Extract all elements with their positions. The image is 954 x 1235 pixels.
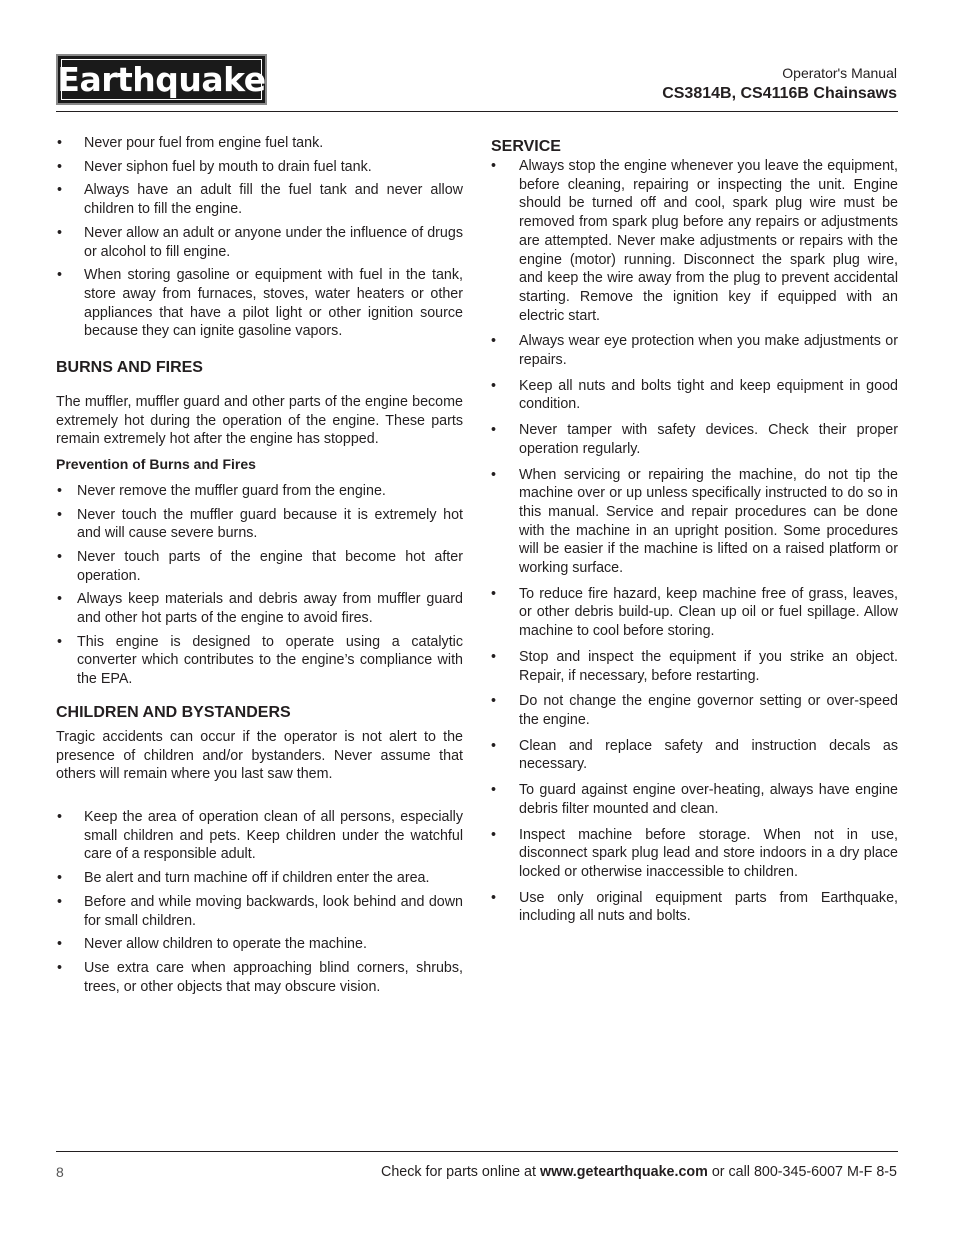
list-item-text: Use extra care when approaching blind corners, shrubs, trees, or other objects that may obscure vision. xyxy=(84,959,463,995)
footer-text-before: Check for parts online at xyxy=(381,1164,540,1180)
list-item xyxy=(56,959,463,996)
bullet: • xyxy=(491,333,497,350)
bullet: • xyxy=(57,959,63,976)
list-item xyxy=(56,590,463,627)
list-item-text: Before and while moving backwards, look behind and down for small children. xyxy=(84,893,463,929)
bullet: • xyxy=(57,506,63,523)
model-title: CS3814B, CS4116B Chainsaws xyxy=(662,85,897,102)
bullet: • xyxy=(57,182,63,199)
bullet: • xyxy=(57,633,63,650)
list-item-text: Never allow children to operate the machine. xyxy=(84,936,367,953)
list-item-text: To guard against engine over-heating, always have engine debris filter mounted and clean. xyxy=(519,782,898,817)
list-item-text: This engine is designed to operate using a catalytic converter which contributes to the engine’s compliance with the EPA. xyxy=(77,633,463,688)
list-item-text: Always stop the engine whenever you leave the equipment, before cleaning, repairing or inspecting the unit. Engine should be turned off and cool, spark plug wire must be removed from spark plug before any repairs or adjustments are attempted. Never make adjustments or repairs with the engine (motor) running. Disconnect the spark plug wire, and keep the wire away from the plug to prevent accidental starting. Remove the ignition key if equipped with an electric start. xyxy=(519,158,898,324)
list-item-text: Always keep materials and debris away from muffler guard and other hot parts of the engine to avoid fires. xyxy=(77,591,463,627)
bullet: • xyxy=(57,870,63,887)
footer-contact xyxy=(381,1164,897,1180)
children-list xyxy=(56,808,463,996)
bullet: • xyxy=(491,466,497,483)
list-item-text: Keep the area of operation clean of all persons, especially small children and pets. Keep children under the watchful care of a responsible adult. xyxy=(84,808,463,863)
burns-paragraph: The muffler, muffler guard and other parts of the engine become extremely hot during the operation of the engine. These parts remain extremely hot after the engine has stopped. xyxy=(56,394,463,448)
list-item xyxy=(491,421,898,458)
list-item-text: To reduce fire hazard, keep machine free of grass, leaves, or other debris build-up. Clean up oil or fuel spillage. Allow machine to cool before storing. xyxy=(519,585,898,640)
list-item xyxy=(56,181,463,218)
footer-text-after: or call 800-345-6007 M-F 8-5 xyxy=(707,1164,897,1180)
list-item-text: Inspect machine before storage. When not in use, disconnect spark plug lead and store indoors in a dry place locked or otherwise inaccessible to children. xyxy=(519,826,898,880)
bullet: • xyxy=(491,693,497,710)
footer-rule xyxy=(56,1151,898,1152)
header-rule xyxy=(56,111,898,112)
list-item xyxy=(491,781,898,818)
bullet: • xyxy=(491,826,497,843)
bullet: • xyxy=(57,893,63,910)
list-item xyxy=(491,377,898,414)
list-item-text: Never remove the muffler guard from the engine. xyxy=(77,482,386,499)
list-item-text: Stop and inspect the equipment if you strike an object. Repair, if necessary, before restarting. xyxy=(519,648,898,684)
list-item-text: Never allow an adult or anyone under the influence of drugs or alcohol to fill engine. xyxy=(84,224,463,260)
list-item xyxy=(56,633,463,689)
list-item-text: Never siphon fuel by mouth to drain fuel tank. xyxy=(84,158,372,175)
right-column xyxy=(491,134,898,933)
bullet: • xyxy=(491,158,497,174)
page-number: 8 xyxy=(56,1164,64,1180)
list-item-text: Always wear eye protection when you make adjustments or repairs. xyxy=(519,333,898,369)
list-item-text: Always have an adult fill the fuel tank and never allow children to fill the engine. xyxy=(84,182,463,218)
list-item-text: Clean and replace safety and instruction decals as necessary. xyxy=(519,737,898,773)
list-item-text: Do not change the engine governor setting or over-speed the engine. xyxy=(519,693,898,728)
list-item xyxy=(491,692,898,729)
list-item xyxy=(491,826,898,882)
prevention-heading: Prevention of Burns and Fires xyxy=(56,456,256,473)
list-item xyxy=(56,548,463,585)
list-item-text: Never touch the muffler guard because it is extremely hot and will cause severe burns. xyxy=(77,506,463,542)
list-item xyxy=(56,266,463,341)
bullet: • xyxy=(57,224,63,241)
list-item xyxy=(491,737,898,774)
bullet: • xyxy=(491,377,497,394)
list-item xyxy=(56,935,463,954)
list-item xyxy=(491,889,898,926)
bullet: • xyxy=(57,808,63,825)
header-info xyxy=(662,64,897,105)
service-list xyxy=(491,157,898,926)
list-item xyxy=(56,482,463,501)
bullet: • xyxy=(57,267,63,284)
list-item xyxy=(491,648,898,685)
bullet: • xyxy=(491,422,497,439)
list-item-text: Never touch parts of the engine that become hot after operation. xyxy=(77,548,463,584)
list-item xyxy=(56,808,463,864)
list-item-text: Never pour fuel from engine fuel tank. xyxy=(84,135,324,151)
bullet: • xyxy=(57,591,63,608)
bullet: • xyxy=(491,737,497,754)
list-item xyxy=(491,585,898,641)
list-item xyxy=(491,466,898,578)
list-item xyxy=(56,134,463,153)
list-item xyxy=(491,332,898,369)
list-item-text: Keep all nuts and bolts tight and keep equipment in good condition. xyxy=(519,377,898,413)
logo-text: Earthquake xyxy=(57,60,266,99)
children-paragraph: Tragic accidents can occur if the operator is not alert to the presence of children and/or bystanders. Never assume that others will remain where you last saw them. xyxy=(56,728,463,783)
bullet: • xyxy=(57,135,63,151)
burns-heading: BURNS AND FIRES xyxy=(56,359,203,377)
list-item xyxy=(56,506,463,543)
bullet: • xyxy=(491,889,497,906)
list-item-text: Be alert and turn machine off if children enter the area. xyxy=(84,870,430,887)
bullet: • xyxy=(57,158,63,175)
list-item-text: When storing gasoline or equipment with fuel in the tank, store away from furnaces, stoves, water heaters or other appliances that have a pilot light or other ignition source because they can ignite gasoline vapors. xyxy=(84,267,463,340)
fuel-safety-list xyxy=(56,134,463,341)
list-item xyxy=(56,893,463,930)
list-item xyxy=(56,224,463,261)
left-column xyxy=(56,134,463,1001)
earthquake-logo xyxy=(56,54,267,105)
bullet: • xyxy=(57,936,63,953)
list-item xyxy=(56,869,463,888)
prevention-list xyxy=(56,482,463,689)
list-item-text: When servicing or repairing the machine, do not tip the machine over or up unless specifically instructed to do so in this manual. Service and repair procedures can be done with the machine in an upright position. Some procedures will be easier if the machine is lifted on a raised platform or working surface. xyxy=(519,466,898,577)
children-heading: CHILDREN AND BYSTANDERS xyxy=(56,703,291,721)
bullet: • xyxy=(491,585,497,602)
bullet: • xyxy=(57,548,63,565)
website-link[interactable]: www.getearthquake.com xyxy=(539,1164,708,1180)
list-item xyxy=(56,158,463,177)
list-item-text: Never tamper with safety devices. Check their proper operation regularly. xyxy=(519,422,898,457)
manual-label: Operator's Manual xyxy=(782,65,897,81)
service-heading: SERVICE xyxy=(491,138,561,155)
list-item-text: Use only original equipment parts from Earthquake, including all nuts and bolts. xyxy=(519,889,898,925)
bullet: • xyxy=(57,482,63,499)
list-item xyxy=(491,157,898,325)
bullet: • xyxy=(491,782,497,799)
bullet: • xyxy=(491,648,497,665)
